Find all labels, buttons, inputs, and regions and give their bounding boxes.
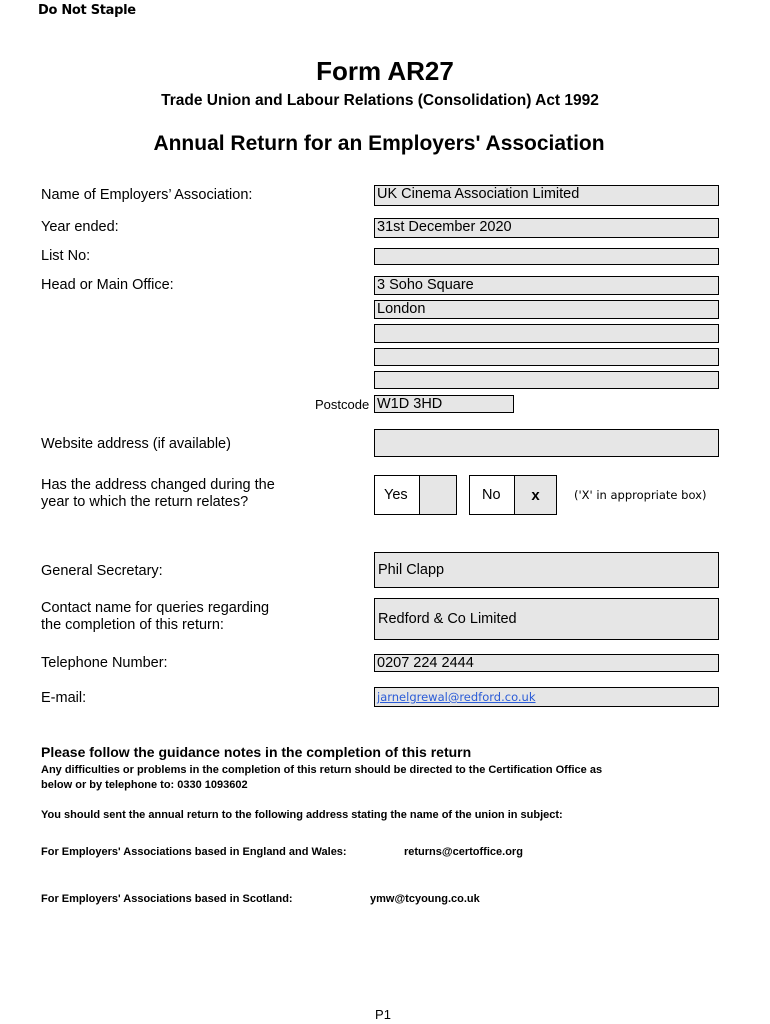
scotland-email: ymw@tcyoung.co.uk [370,893,480,905]
scotland-label: For Employers' Associations based in Scotland: [41,893,293,905]
list-no-label: List No: [41,248,91,264]
contact-label-2: the completion of this return: [41,617,224,633]
year-ended-field[interactable]: 31st December 2020 [374,218,719,238]
no-checkbox[interactable]: x [514,476,556,514]
guidance-line-1: Any difficulties or problems in the completion of this return should be directed to the Certification Office as [41,764,603,776]
act-title: Trade Union and Labour Relations (Consolidation) Act 1992 [161,92,599,109]
return-title: Annual Return for an Employers' Association [153,132,605,155]
contact-name-field[interactable]: Redford & Co Limited [374,598,719,640]
office-line-4-field[interactable] [374,348,719,366]
page-number: P1 [375,1007,391,1022]
office-line-1-field[interactable]: 3 Soho Square [374,276,719,295]
address-changed-label-1: Has the address changed during the [41,477,275,493]
yes-checkbox[interactable] [419,476,456,514]
website-field[interactable] [374,429,719,457]
year-label: Year ended: [41,219,119,235]
guidance-line-2: below or by telephone to: 0330 1093602 [41,779,248,791]
secretary-label: General Secretary: [41,563,163,579]
list-no-field[interactable] [374,248,719,265]
association-name-field[interactable]: UK Cinema Association Limited [374,185,719,206]
postcode-field[interactable]: W1D 3HD [374,395,514,413]
postcode-label: Postcode [315,397,370,412]
telephone-label: Telephone Number: [41,655,168,671]
guidance-heading: Please follow the guidance notes in the completion of this return [41,744,472,760]
website-label: Website address (if available) [41,436,231,452]
contact-label-1: Contact name for queries regarding [41,600,270,616]
staple-notice: Do Not Staple [38,3,136,18]
office-line-2-field[interactable]: London [374,300,719,319]
office-line-5-field[interactable] [374,371,719,389]
england-email: returns@certoffice.org [404,846,523,858]
checkbox-hint: ('X' in appropriate box) [574,488,707,502]
name-label: Name of Employers’ Association: [41,187,253,203]
address-changed-no-box[interactable] [469,475,557,515]
address-changed-label-2: year to which the return relates? [41,494,249,510]
telephone-field[interactable]: 0207 224 2444 [374,654,719,672]
email-link[interactable]: jarnelgrewal@redford.co.uk [377,690,536,704]
office-label: Head or Main Office: [41,277,174,293]
email-field[interactable] [374,687,719,707]
address-changed-yes-box[interactable] [374,475,457,515]
no-label: No [482,487,501,503]
england-label: For Employers' Associations based in England and Wales: [41,846,347,858]
office-line-3-field[interactable] [374,324,719,343]
send-note: You should sent the annual return to the following address stating the name of the union in subject: [41,809,563,821]
email-label: E-mail: [41,690,87,706]
yes-label: Yes [384,487,408,503]
general-secretary-field[interactable]: Phil Clapp [374,552,719,588]
form-title: Form AR27 [316,56,454,86]
